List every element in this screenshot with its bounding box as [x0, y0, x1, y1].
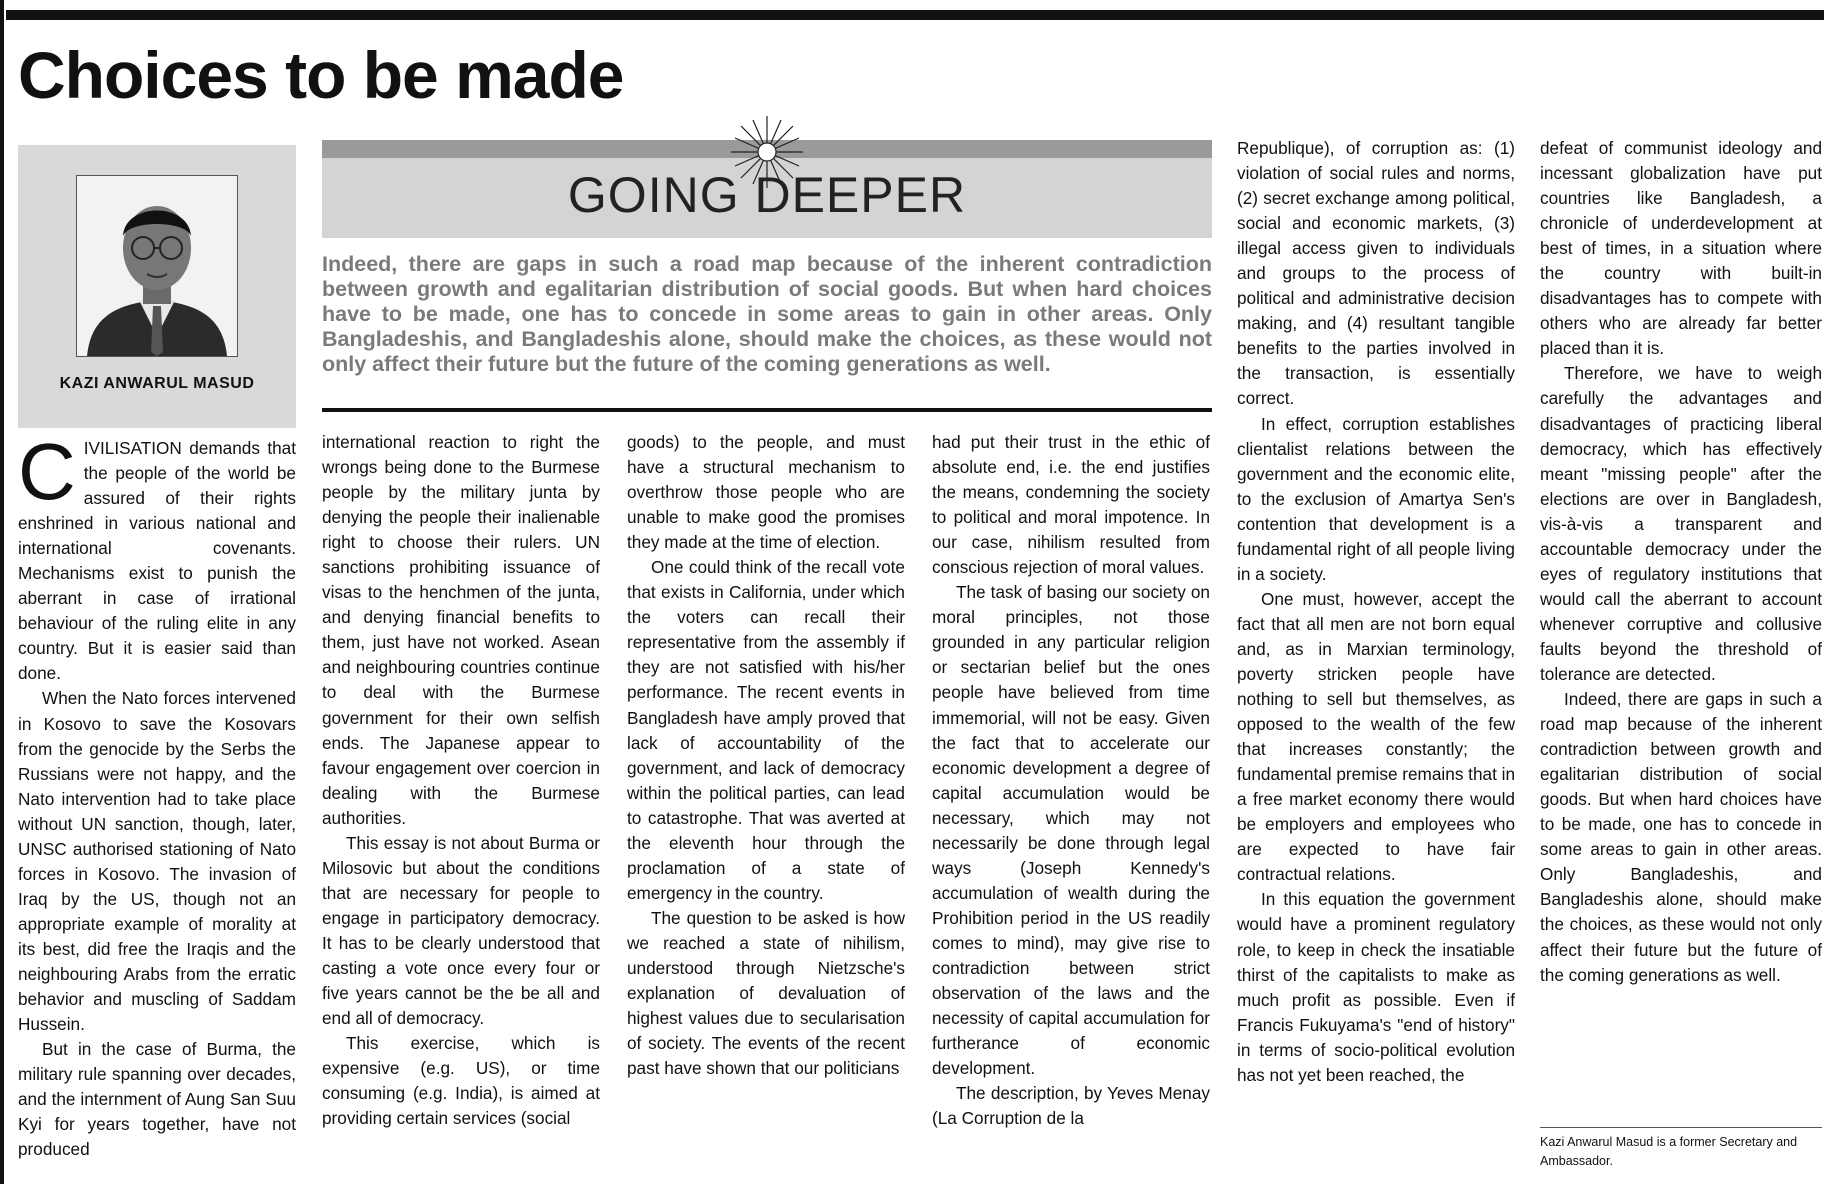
byline-box [18, 145, 296, 428]
bio-divider [1540, 1127, 1822, 1128]
paragraph: international reaction to right the wrongs being done to the Burmese people by the military junta by denying the people their inalienable right to choose their rulers. UN sanctions prohibiting issuance of visas to the henchmen of the junta, and denying financial benefits to them, just have not worked. Asean and neighbouring countries continue to deal with the Burmese government for their own selfish ends. The Japanese appear to favour engagement over coercion in dealing with the Burmese authorities. [322, 432, 600, 828]
paragraph: When the Nato forces intervened in Kosovo to save the Kosovars from the genocide by the Serbs the Russians were not happy, and the Nato intervention had to take place without UN sanction, though, later, UNSC authorised stationing of Nato forces in Kosovo. The invasion of Iraq by the US, though not an appropriate example of morality at its best, did free the Iraqis and the neighbouring Arabs from the erratic behavior and muscling of Saddam Hussein. [18, 688, 296, 1035]
article-column-3 [627, 430, 905, 1186]
author-photo [76, 175, 238, 357]
pull-quote-title: GOING DEEPER [567, 167, 967, 223]
article-column-4 [932, 430, 1210, 1186]
article-column-2 [322, 430, 600, 1186]
paragraph: This essay is not about Burma or Milosovic but about the conditions that are necessary for people to engage in participatory democracy. It has to be clearly understood that casting a vote once every four or five years cannot be the be all and end all of democracy. [322, 832, 600, 1029]
paragraph: CIVILISATION demands that the people of the world be assured of their rights enshrined in various national and international covenants. Mechanisms exist to punish the aberrant in case of irrational behaviour of the ruling elite in any country. But it is easier said than done. [18, 436, 296, 684]
paragraph: The task of basing our society on moral principles, not those grounded in any particular religion or sectarian belief but the ones people have believed from time immemorial, will not be easy. Given the fact that to accelerate our economic development a degree of capital accumulation would be necessary, which may not necessarily be done through legal ways (Joseph Kennedy's accumulation of wealth during the Prohibition period in the US readily comes to mind), may give rise to contradiction between strict observation of the laws and the necessity of capital accumulation for furtherance of economic development. [932, 582, 1210, 1079]
paragraph: Republique), of corruption as: (1) violation of social rules and norms, (2) secret exchange among political, social and economic markets, (3) illegal access given to individuals and groups to the process of political and administrative decision making, and (4) resultant tangible benefits to the parties involved in the transaction, is essentially correct. [1237, 138, 1515, 409]
paragraph: The question to be asked is how we reached a state of nihilism, understood through Nietzsche's explanation of devaluation of highest values due to secularisation of society. The events of the recent past have shown that our politicians [627, 907, 905, 1079]
drop-cap: C [18, 436, 76, 516]
paragraph: One could think of the recall vote that exists in California, under which the voters can recall their representative from the assembly if they are not satisfied with his/her performance. The recent events in Bangladesh have amply proved that lack of accountability of the government, and lack of democracy within the political parties, can lead to catastrophe. That was averted at the eleventh hour through the proclamation of a state of emergency in the country. [627, 557, 905, 903]
article-column-6 [1540, 136, 1822, 1124]
article-column-5 [1237, 136, 1515, 1186]
paragraph: This exercise, which is expensive (e.g. US), or time consuming (e.g. India), is aimed at providing certain services (social [322, 1033, 600, 1129]
paragraph: The description, by Yeves Menay (La Corruption de la [932, 1083, 1210, 1129]
top-border-rule [6, 10, 1824, 20]
paragraph: defeat of communist ideology and incessant globalization have put countries like Bangladesh, a chronicle of underdevelopment at best of times, in a situation where the country with built-in disadvantages has to compete with others who are already far better placed than it is. [1540, 138, 1822, 359]
author-portrait-icon [77, 176, 237, 356]
author-name: KAZI ANWARUL MASUD [59, 375, 255, 392]
paragraph: One must, however, accept the fact that all men are not born equal and, as in Marxian terminology, poverty stricken people have nothing to sell but themselves, as opposed to the wealth of the few that increases constantly; the fundamental premise remains that in a free market economy there would be employers and employees who are expected to have fair contractual relations. [1237, 588, 1515, 885]
paragraph: But in the case of Burma, the military rule spanning over decades, and the internment of Aung San Suu Kyi for years together, have not produced [18, 1039, 296, 1160]
article-column-1 [18, 436, 296, 1186]
pull-quote-rule [322, 408, 1212, 412]
paragraph: In this equation the government would have a prominent regulatory role, to keep in check the insatiable thirst of the capitalists to make as much profit as possible. Even if Francis Fukuyama's "end of history" in terms of socio-political evolution has not yet been reached, the [1237, 889, 1515, 1085]
paragraph: Indeed, there are gaps in such a road map because of the inherent contradiction between growth and egalitarian distribution of social goods. But when hard choices have to be made, one has to concede in some areas to gain in other areas. Only Bangladeshis, and Bangladeshis alone, should make the choices, as these would not only affect their future but the future of the coming generations as well. [1540, 689, 1822, 985]
paragraph: Therefore, we have to weigh carefully the advantages and disadvantages of practicing liberal democracy, which has effectively meant "missing people" after the elections are over in Bangladesh, vis-à-vis a transparent and accountable democracy under the eyes of regulatory institutions that would call the aberrant to account whenever corruptive and collusive faults beyond the threshold of tolerance are detected. [1540, 363, 1822, 684]
author-bio: Kazi Anwarul Masud is a former Secretary and Ambassador. [1540, 1135, 1798, 1168]
paragraph: had put their trust in the ethic of absolute end, i.e. the end justifies the means, condemning the society to political and moral impotence. In our case, nihilism resulted from conscious rejection of moral values. [932, 432, 1210, 578]
pull-quote-text: Indeed, there are gaps in such a road map because of the inherent contradiction between growth and egalitarian distribution of social goods. But when hard choices have to be made, one has to concede in some areas to gain in other areas. Only Bangladeshis, and Bangladeshis alone, should make the choices, as these would not only affect their future but the future of the coming generations as well. [322, 252, 1212, 376]
paragraph: goods) to the people, and must have a structural mechanism to overthrow those people who are unable to make good the promises they made at the time of election. [627, 432, 905, 553]
left-border-rule [0, 0, 4, 1184]
article-headline: Choices to be made [18, 38, 624, 112]
paragraph: In effect, corruption establishes clientalist relations between the government and the economic elite, to the exclusion of Amartya Sen's contention that development is a fundamental right of all people living in a society. [1237, 413, 1515, 584]
pull-quote-box [322, 140, 1212, 412]
